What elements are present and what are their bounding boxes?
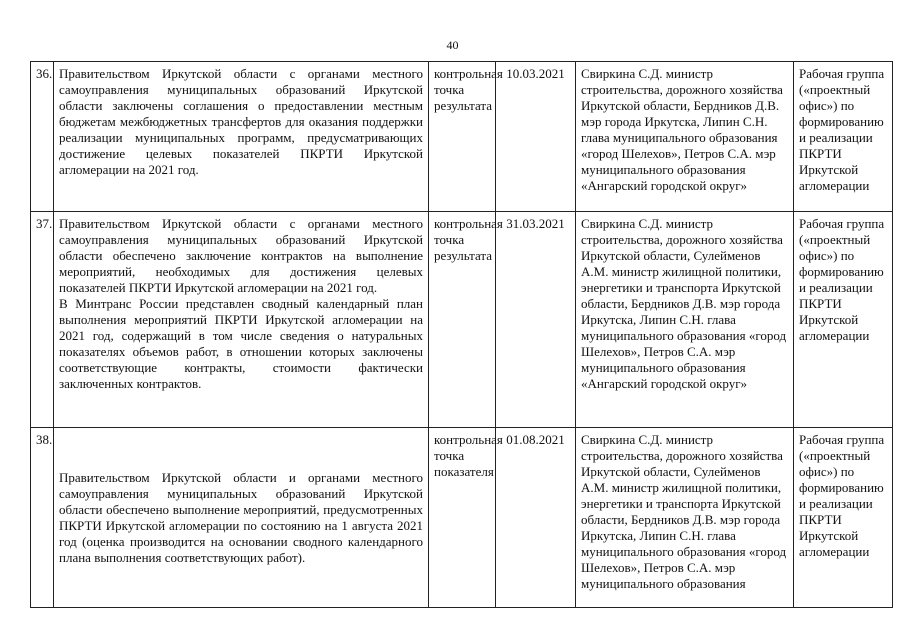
event-type: контрольная точка показателя <box>429 428 496 608</box>
event-type: контрольная точка результата <box>429 62 496 212</box>
page-number: 40 <box>446 38 459 52</box>
responsible-persons: Свиркина С.Д. министр строительства, дорожного хозяйства Иркутской области, Бердников Д.В. мэр города Иркутска, Липин С.Н. глава муниципального образования «город Шелехов», Петров С.А. мэр муниципального образования «Ангарский городской округ» <box>576 62 794 212</box>
deadline-date: 01.08.2021 <box>496 428 576 608</box>
coordinating-body: Рабочая группа («проектный офис») по формированию и реализации ПКРТИ Иркутской агломерации <box>794 428 893 608</box>
responsible-persons: Свиркина С.Д. министр строительства, дорожного хозяйства Иркутской области, Сулейменов А.М. министр жилищной политики, энергетики и транспорта Иркутской области, Бердников Д.В. мэр города Иркутска, Липин С.Н. глава муниципального образования «город Шелехов», Петров С.А. мэр муниципального образования <box>576 428 794 608</box>
event-description <box>54 212 429 428</box>
coordinating-body: Рабочая группа («проектный офис») по формированию и реализации ПКРТИ Иркутской агломерации <box>794 212 893 428</box>
row-number: 36. <box>31 62 54 212</box>
responsible-persons: Свиркина С.Д. министр строительства, дорожного хозяйства Иркутской области, Сулейменов А.М. министр жилищной политики, энергетики и транспорта Иркутской области, Бердников Д.В. мэр города Иркутска, Липин С.Н. глава муниципального образования «город Шелехов», Петров С.А. мэр муниципального образования «Ангарский городской округ» <box>576 212 794 428</box>
deadline-date: 31.03.2021 <box>496 212 576 428</box>
control-points-table <box>30 61 893 608</box>
row-number: 37. <box>31 212 54 428</box>
description-paragraph: Правительством Иркутской области с органами местного самоуправления муниципальных образований Иркутской области заключены соглашения о предоставлении местным бюджетам межбюджетных трансфертов для оказания поддержки реализации муниципальных программ, предусматривающих достижение целевых показателей ПКРТИ Иркутской агломерации на 2021 год. <box>59 66 423 177</box>
event-description <box>54 428 429 608</box>
description-paragraph: Правительством Иркутской области с органами местного самоуправления муниципальных образований Иркутской области обеспечено заключение контрактов на выполнение мероприятий, необходимых для достижения целевых показателей ПКРТИ Иркутской агломерации на 2021 год. <box>59 216 423 295</box>
description-paragraph: Правительством Иркутской области и органами местного самоуправления муниципальных образований Иркутской области обеспечено выполнение мероприятий, предусмотренных ПКРТИ Иркутской агломерации по состоянию на 1 августа 2021 год (оценка производится на основании сводного календарного плана выполнения соответствующих работ). <box>59 470 423 565</box>
coordinating-body: Рабочая группа («проектный офис») по формированию и реализации ПКРТИ Иркутской агломерации <box>794 62 893 212</box>
event-description <box>54 62 429 212</box>
table-row <box>31 62 893 212</box>
event-type: контрольная точка результата <box>429 212 496 428</box>
table-row <box>31 212 893 428</box>
deadline-date: 10.03.2021 <box>496 62 576 212</box>
row-number: 38. <box>31 428 54 608</box>
table-row <box>31 428 893 608</box>
description-paragraph: В Минтранс России представлен сводный календарный план выполнения мероприятий ПКРТИ Иркутской агломерации на 2021 год, содержащий в том числе сведения о натуральных показателях объемов работ, в отношении которых заключены соответствующие контракты, стоимости фактически заключенных контрактов. <box>59 296 423 391</box>
